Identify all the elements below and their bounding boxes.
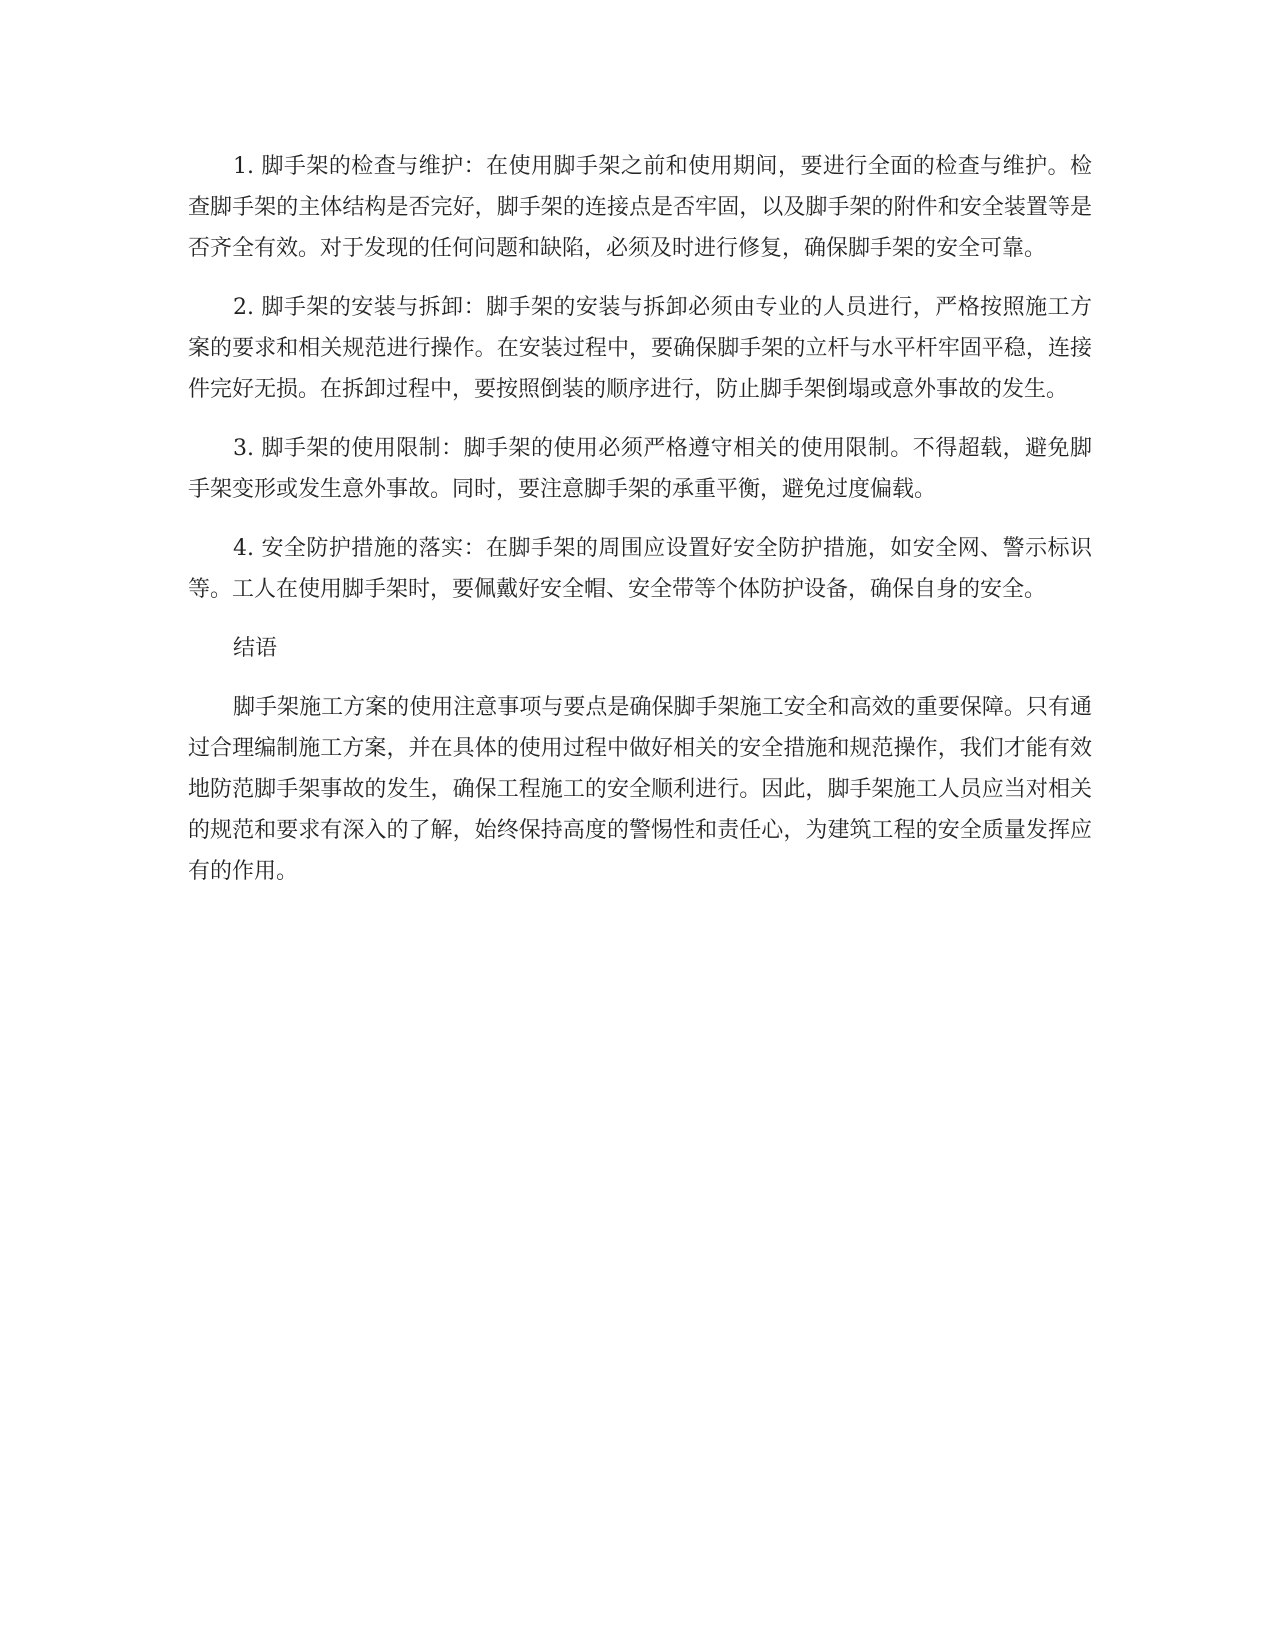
paragraph-installation-removal: 2. 脚手架的安装与拆卸：脚手架的安装与拆卸必须由专业的人员进行，严格按照施工方案的要求和相关规范进行操作。在安装过程中，要确保脚手架的立杆与水平杆牢固平稳，连接件完好无损。在拆卸过程中，要按照倒装的顺序进行，防止脚手架倒塌或意外事故的发生。 [188,295,1092,402]
paragraph-usage-limits: 3. 脚手架的使用限制：脚手架的使用必须严格遵守相关的使用限制。不得超载，避免脚手架变形或发生意外事故。同时，要注意脚手架的承重平衡，避免过度偏载。 [188,436,1092,502]
paragraph-inspection-maintenance: 1. 脚手架的检查与维护：在使用脚手架之前和使用期间，要进行全面的检查与维护。检查脚手架的主体结构是否完好，脚手架的连接点是否牢固，以及脚手架的附件和安全装置等是否齐全有效。对于发现的任何问题和缺陷，必须及时进行修复，确保脚手架的安全可靠。 [188,154,1092,261]
conclusion-heading: 结语 [233,636,278,661]
conclusion-paragraph: 脚手架施工方案的使用注意事项与要点是确保脚手架施工安全和高效的重要保障。只有通过合理编制施工方案，并在具体的使用过程中做好相关的安全措施和规范操作，我们才能有效地防范脚手架事故的发生，确保工程施工的安全顺利进行。因此，脚手架施工人员应当对相关的规范和要求有深入的了解，始终保持高度的警惕性和责任心，为建筑工程的安全质量发挥应有的作用。 [188,695,1092,884]
paragraph-safety-measures: 4. 安全防护措施的落实：在脚手架的周围应设置好安全防护措施，如安全网、警示标识等。工人在使用脚手架时，要佩戴好安全帽、安全带等个体防护设备，确保自身的安全。 [188,536,1092,602]
document-body [188,146,1092,910]
